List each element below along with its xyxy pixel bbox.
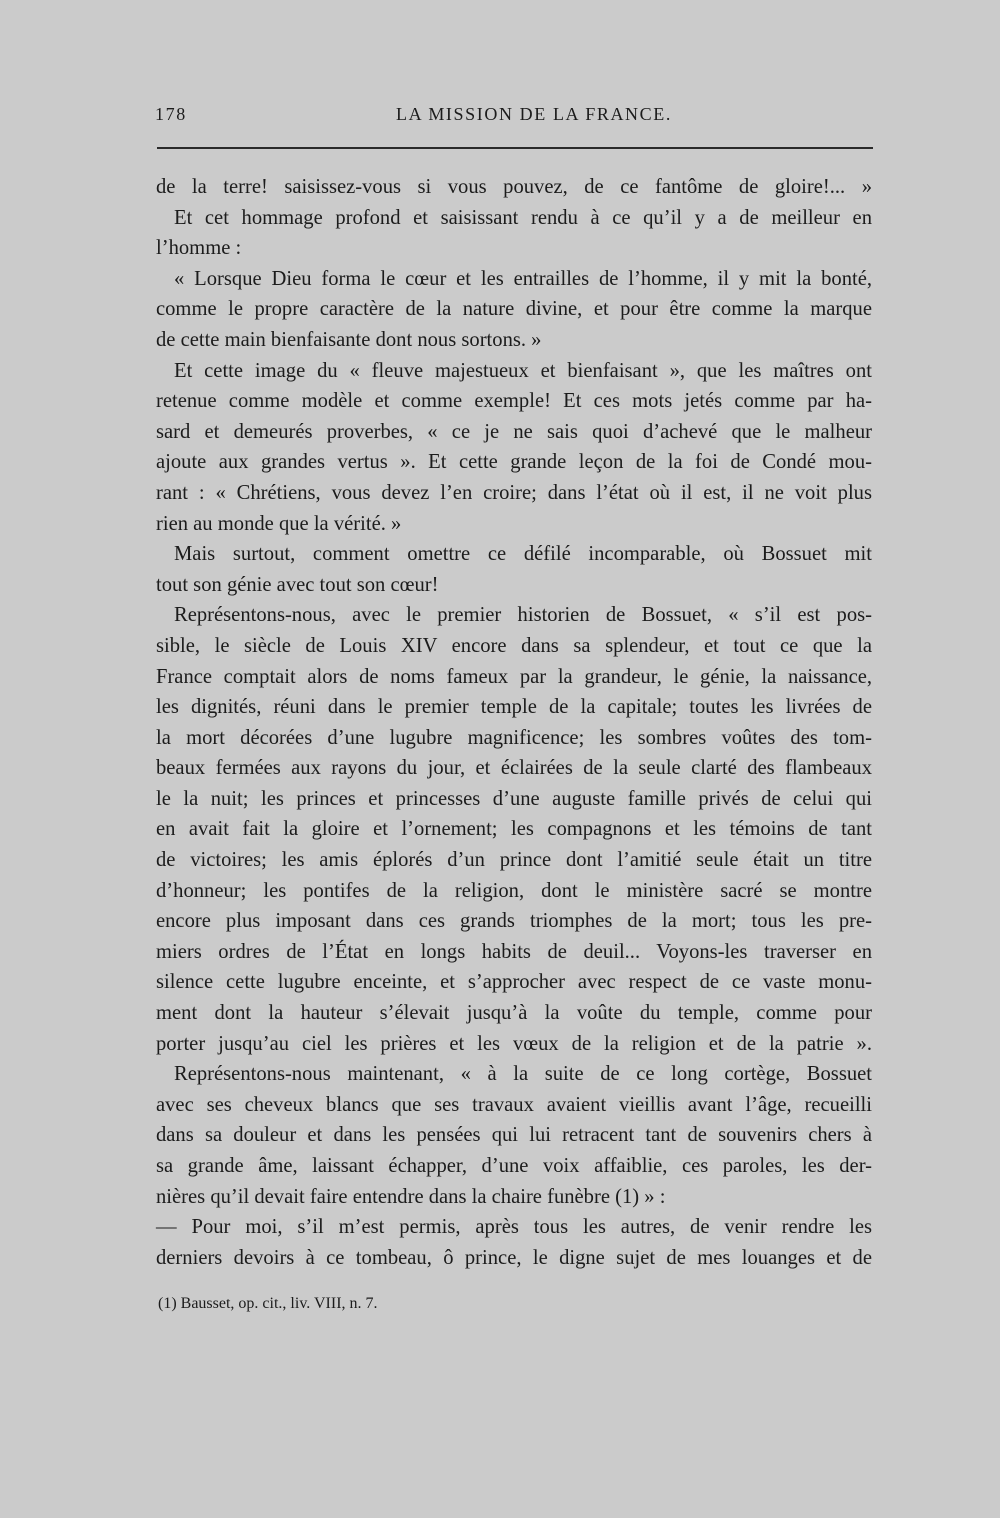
footnote: (1) Bausset, op. cit., liv. VIII, n. 7. [158,1295,378,1312]
header-rule [157,147,873,149]
text-line: rant : « Chrétiens, vous devez l’en croire; dans l’état où il est, il ne voit plus [156,481,872,504]
text-line: de la terre! saisissez-vous si vous pouvez, de ce fantôme de gloire!... » [156,176,872,198]
text-line: « Lorsque Dieu forma le cœur et les entrailles de l’homme, il y mit la bonté, [174,267,872,290]
text-line: Représentons-nous maintenant, « à la suite de ce long cortège, Bossuet [174,1063,872,1086]
text-line: beaux fermées aux rayons du jour, et éclairées de la seule clarté des flambeaux [156,757,872,780]
body-text [156,172,872,1273]
text-line: l’homme : [156,237,242,260]
text-line: en avait fait la gloire et l’ornement; les compagnons et les témoins de tant [156,818,872,841]
text-line: les dignités, réuni dans le premier temple de la capitale; toutes les livrées de [156,696,872,719]
running-head: LA MISSION DE LA FRANCE. [396,104,672,124]
text-line: de victoires; les amis éplorés d’un prince dont l’amitié seule était un titre [156,849,872,872]
text-line: de cette main bienfaisante dont nous sortons. » [156,328,542,351]
text-line: dans sa douleur et dans les pensées qui lui retracent tant de souvenirs chers à [156,1124,872,1147]
text-line: d’honneur; les pontifes de la religion, dont le ministère sacré se montre [156,879,872,902]
text-line: Représentons-nous, avec le premier historien de Bossuet, « s’il est pos- [174,604,872,627]
text-line: ajoute aux grandes vertus ». Et cette grande leçon de la foi de Condé mou- [156,451,872,474]
text-line: porter jusqu’au ciel les prières et les vœux de la religion et de la patrie ». [156,1032,872,1055]
page-header [155,104,871,132]
text-line: ment dont la hauteur s’élevait jusqu’à la voûte du temple, comme pour [156,1002,872,1025]
text-line: Et cet hommage profond et saisissant rendu à ce qu’il y a de meilleur en [174,206,872,229]
text-line: encore plus imposant dans ces grands triomphes de la mort; tous les pre- [156,910,872,933]
text-line: derniers devoirs à ce tombeau, ô prince, le digne sujet de mes louanges et de [156,1246,872,1269]
text-line: tout son génie avec tout son cœur! [156,573,439,596]
text-line: — Pour moi, s’il m’est permis, après tous les autres, de venir rendre les [156,1216,872,1239]
text-line: Mais surtout, comment omettre ce défilé incomparable, où Bossuet mit [174,543,872,566]
page-number: 178 [155,104,187,124]
text-line: la mort décorées d’une lugubre magnificence; les sombres voûtes des tom- [156,726,872,749]
text-line: sible, le siècle de Louis XIV encore dans sa splendeur, et tout ce que la [156,634,872,657]
text-line: comme le propre caractère de la nature divine, et pour être comme la marque [156,298,872,321]
text-line: sard et demeurés proverbes, « ce je ne sais quoi d’achevé que le malheur [156,420,872,443]
text-line: retenue comme modèle et comme exemple! Et ces mots jetés comme par ha- [156,390,872,413]
text-line: Et cette image du « fleuve majestueux et bienfaisant », que les maîtres ont [174,359,872,382]
text-line: France comptait alors de noms fameux par la grandeur, le génie, la naissance, [156,665,872,688]
text-line: rien au monde que la vérité. » [156,512,402,535]
text-line: sa grande âme, laissant échapper, d’une voix affaiblie, ces paroles, les der- [156,1155,872,1177]
text-line: nières qu’il devait faire entendre dans la chaire funèbre (1) » : [156,1185,666,1208]
text-line: miers ordres de l’État en longs habits de deuil... Voyons-les traverser en [156,940,872,963]
text-line: avec ses cheveux blancs que ses travaux avaient vieillis avant l’âge, recueilli [156,1093,872,1116]
text-line: silence cette lugubre enceinte, et s’approcher avec respect de ce vaste monu- [156,971,872,994]
text-line: le la nuit; les princes et princesses d’une auguste famille privés de celui qui [156,787,872,810]
